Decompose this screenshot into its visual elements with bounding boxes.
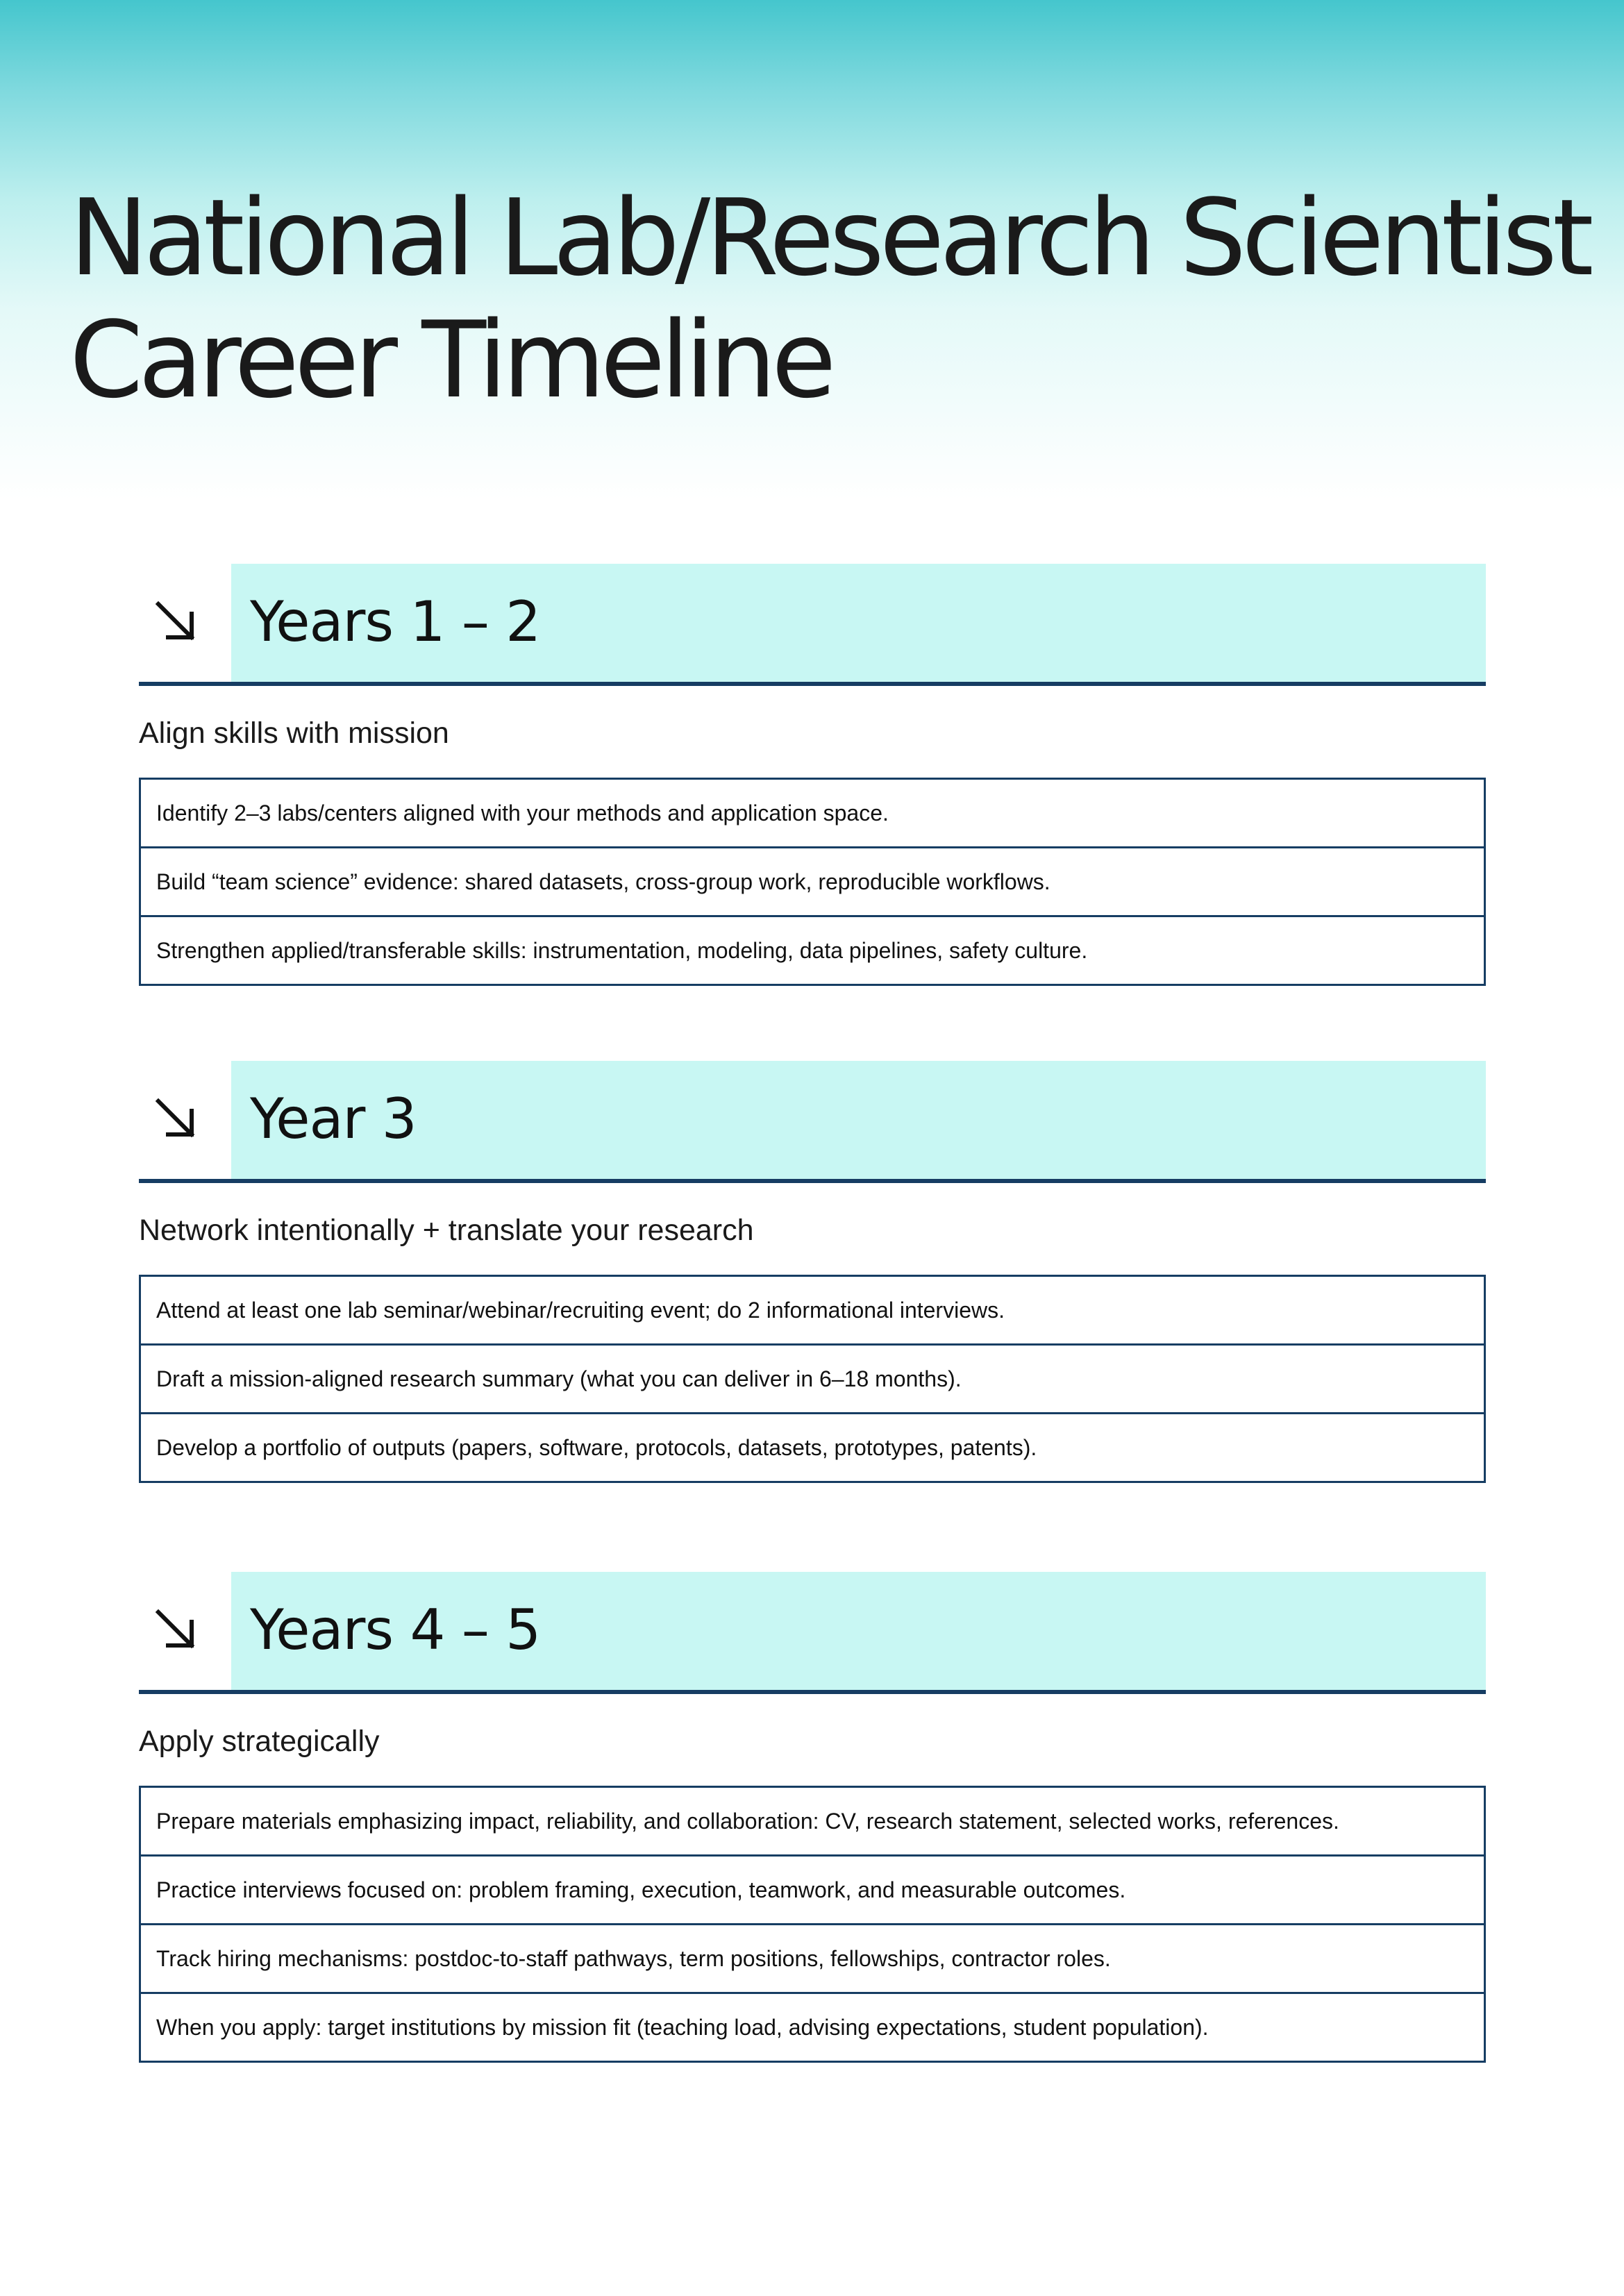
timeline-section-years-1-2 [139,564,1486,986]
section-header [139,1061,1486,1183]
task-item: Practice interviews focused on: problem framing, execution, teamwork, and measurable outcomes. [141,1854,1484,1923]
page-title-line-1: National Lab/Research Scientist [69,176,1589,299]
section-subtitle: Network intentionally + translate your research [139,1214,754,1247]
arrow-down-right-icon [153,1607,197,1651]
task-item: Strengthen applied/transferable skills: instrumentation, modeling, data pipelines, safety culture. [141,915,1484,984]
section-heading: Years 1 – 2 [250,589,541,654]
timeline-section-years-4-5 [139,1572,1486,2063]
task-list [139,1275,1486,1483]
section-heading: Year 3 [250,1087,417,1151]
task-item: Develop a portfolio of outputs (papers, software, protocols, datasets, prototypes, patents). [141,1412,1484,1481]
task-item: Identify 2–3 labs/centers aligned with your methods and application space. [156,801,889,826]
task-item: Track hiring mechanisms: postdoc-to-staff pathways, term positions, fellowships, contractor roles. [141,1923,1484,1992]
task-list [139,778,1486,986]
task-item: Prepare materials emphasizing impact, reliability, and collaboration: CV, research statement, selected works, references. [156,1809,1339,1834]
section-heading: Years 4 – 5 [250,1598,541,1662]
arrow-down-right-icon [153,598,197,643]
page-title [69,177,1589,421]
task-item: Draft a mission-aligned research summary (what you can deliver in 6–18 months). [141,1343,1484,1412]
task-item: Attend at least one lab seminar/webinar/recruiting event; do 2 informational interviews. [156,1298,1005,1323]
page-title-line-2: Career Timeline [69,299,832,421]
task-item: Build “team science” evidence: shared datasets, cross-group work, reproducible workflows. [141,846,1484,915]
timeline-section-year-3 [139,1061,1486,1483]
task-list [139,1786,1486,2063]
section-subtitle: Apply strategically [139,1725,380,1758]
section-header [139,564,1486,686]
section-subtitle: Align skills with mission [139,717,449,750]
task-item: When you apply: target institutions by mission fit (teaching load, advising expectations, student population). [141,1992,1484,2061]
section-header [139,1572,1486,1694]
section-heading-band [231,1061,1486,1179]
arrow-down-right-icon [153,1096,197,1140]
